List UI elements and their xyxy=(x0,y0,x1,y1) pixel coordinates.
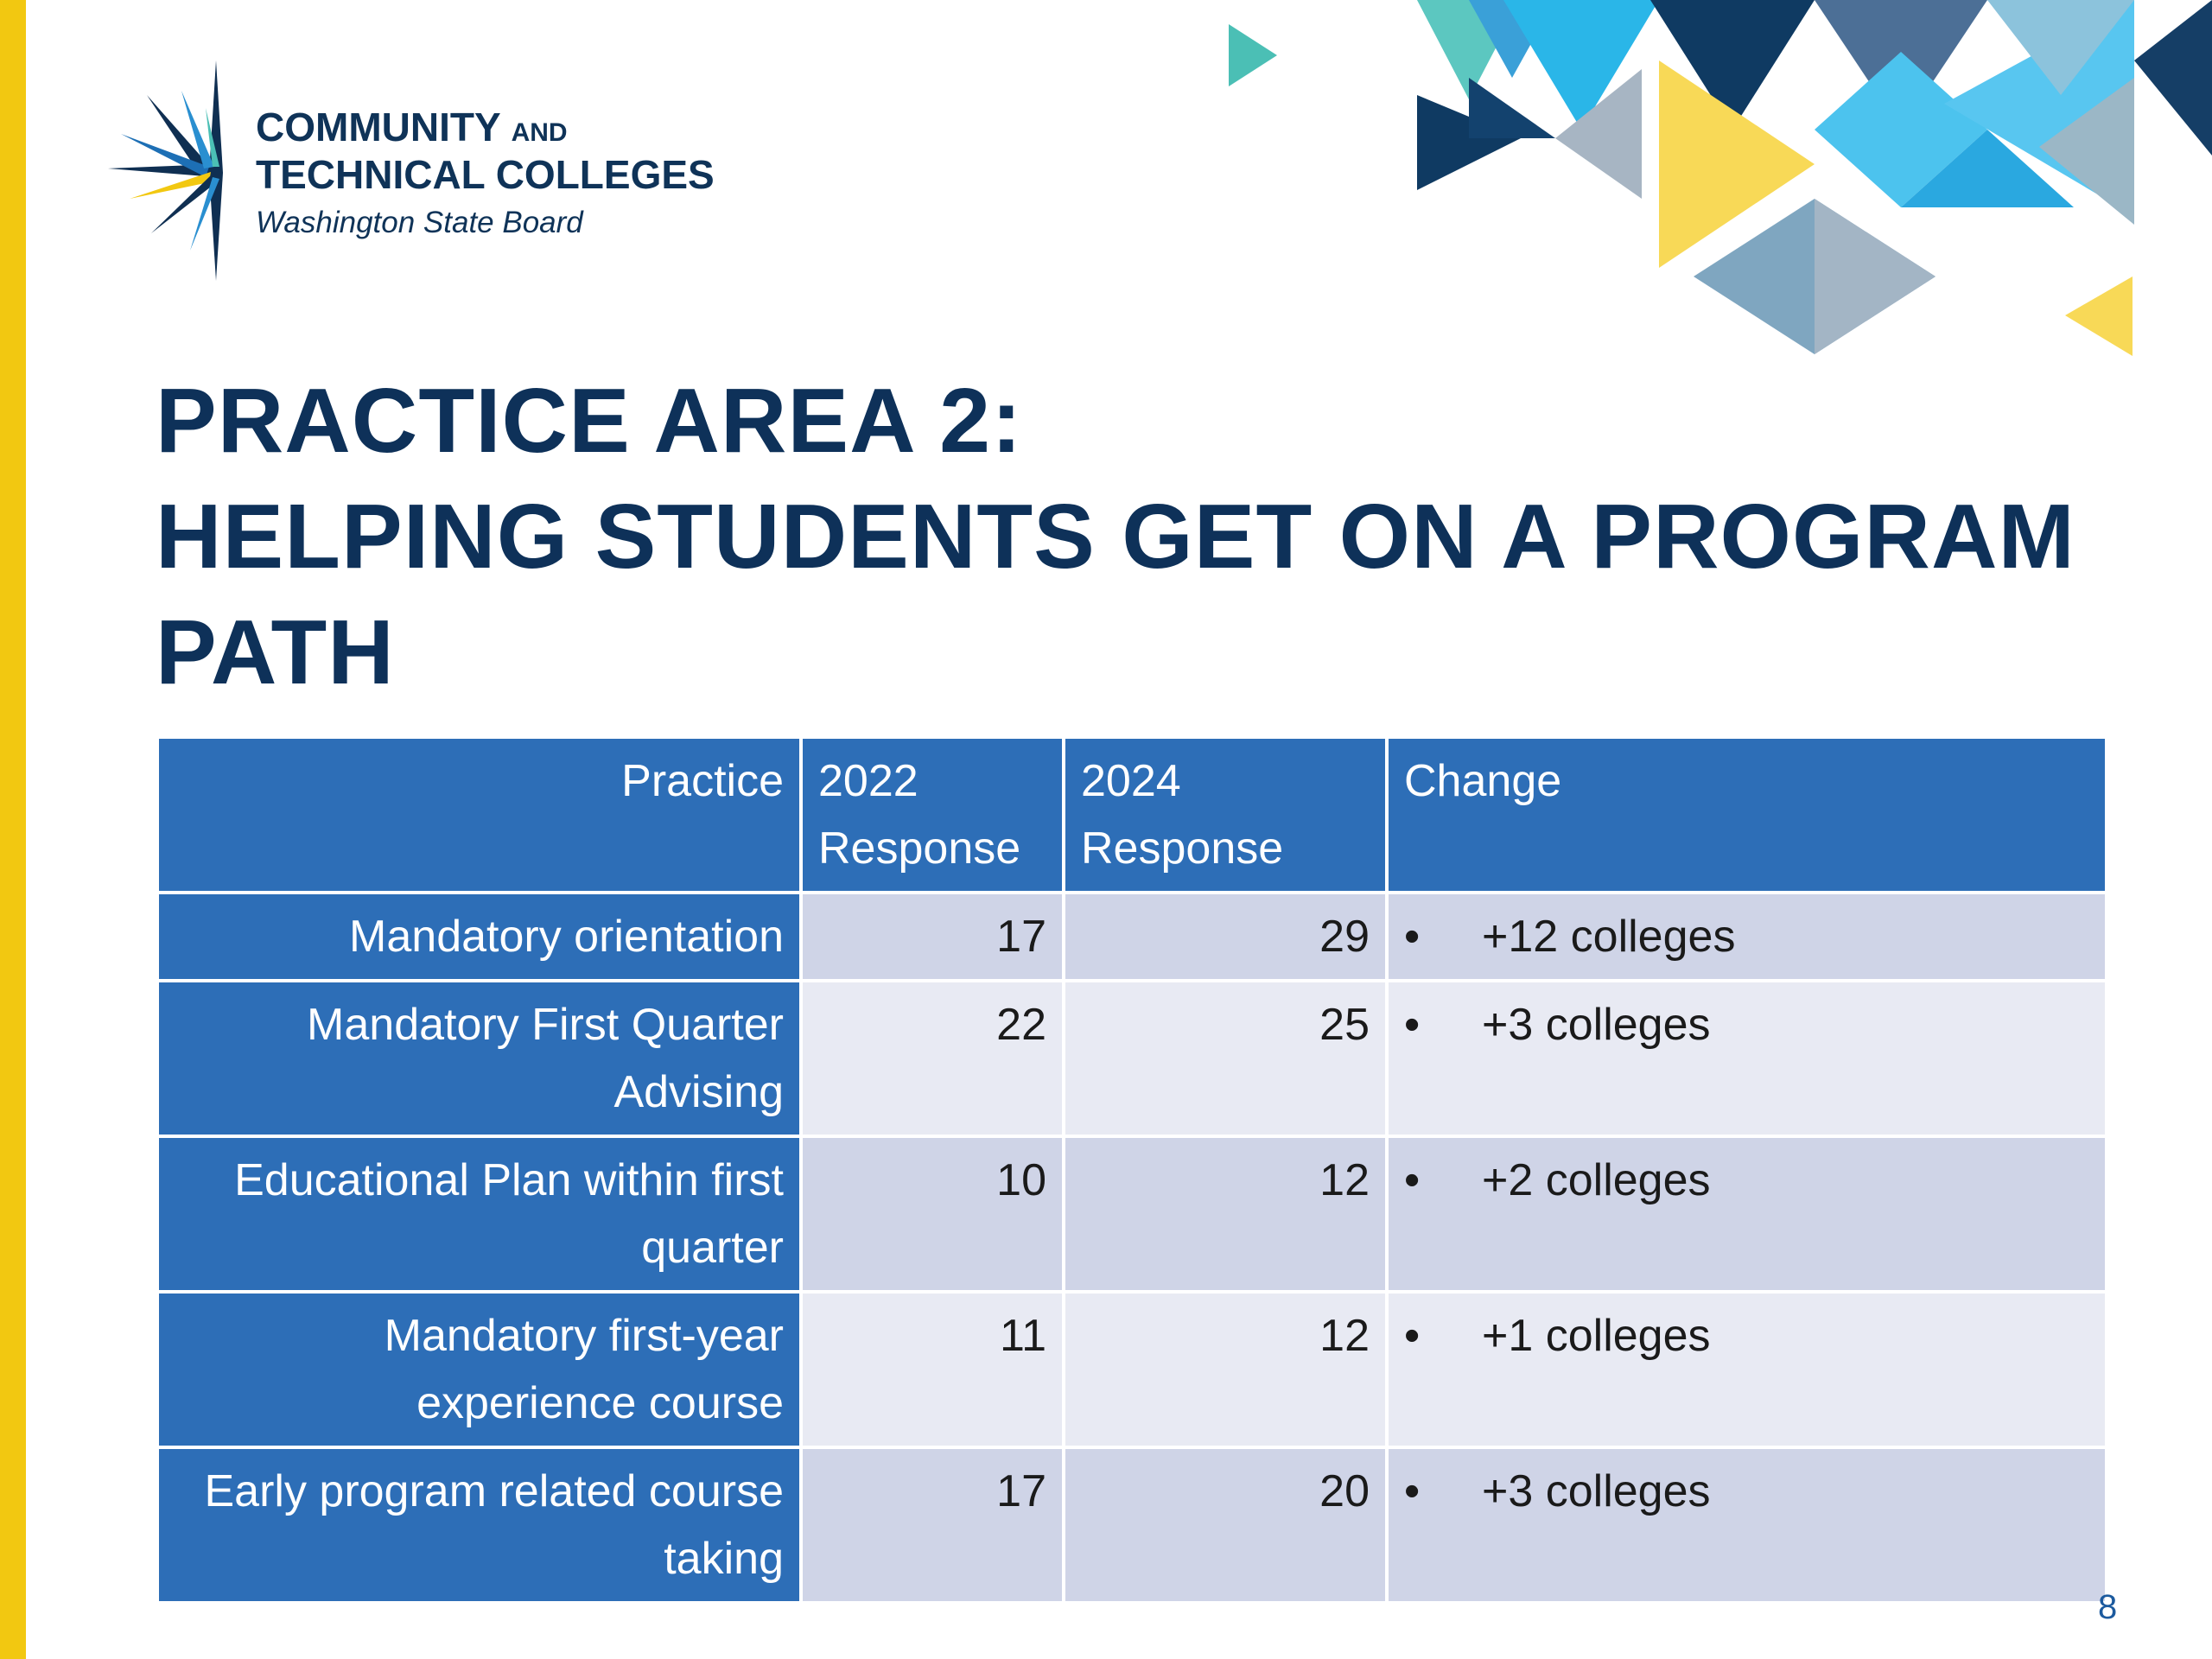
response-2024-cell: 25 xyxy=(1065,982,1385,1135)
page-number: 8 xyxy=(2098,1588,2118,1626)
change-cell xyxy=(1389,894,2105,979)
practice-cell: Mandatory orientation xyxy=(159,894,799,979)
change-text: +3 colleges xyxy=(1482,1000,1711,1050)
practice-table xyxy=(156,735,2108,1605)
header-practice: Practice xyxy=(159,739,799,891)
response-2022-cell: 22 xyxy=(803,982,1062,1135)
logo-line2: TECHNICAL COLLEGES xyxy=(256,152,715,197)
practice-cell: Mandatory First Quarter Advising xyxy=(159,982,799,1135)
change-cell xyxy=(1389,1449,2105,1601)
bullet-icon: • xyxy=(1404,912,1421,962)
table-header-row xyxy=(159,739,2105,891)
table-row xyxy=(159,982,2105,1135)
title-line2: HELPING STUDENTS GET ON A PROGRAM xyxy=(156,486,2075,588)
practice-cell: Mandatory first-year experience course xyxy=(159,1294,799,1446)
practice-cell: Educational Plan within first quarter xyxy=(159,1138,799,1290)
title-line3: PATH xyxy=(156,601,395,703)
logo-and: AND xyxy=(511,118,568,147)
change-text: +1 colleges xyxy=(1482,1311,1711,1361)
bullet-icon: • xyxy=(1404,1155,1421,1205)
change-text: +2 colleges xyxy=(1482,1155,1711,1205)
table-row xyxy=(159,1449,2105,1601)
change-cell xyxy=(1389,982,2105,1135)
response-2022-cell: 17 xyxy=(803,894,1062,979)
bullet-icon: • xyxy=(1404,1000,1421,1050)
change-cell xyxy=(1389,1138,2105,1290)
bullet-icon: • xyxy=(1404,1466,1421,1516)
header-change: Change xyxy=(1389,739,2105,891)
header-2024: 2024 Response xyxy=(1065,739,1385,891)
response-2022-cell: 11 xyxy=(803,1294,1062,1446)
slide-title xyxy=(156,363,2108,710)
bullet-icon: • xyxy=(1404,1311,1421,1361)
response-2022-cell: 17 xyxy=(803,1449,1062,1601)
title-line1: PRACTICE AREA 2: xyxy=(156,370,1023,472)
header-2022: 2022 Response xyxy=(803,739,1062,891)
sbctc-logo xyxy=(104,56,743,289)
table-row xyxy=(159,1294,2105,1446)
response-2024-cell: 12 xyxy=(1065,1138,1385,1290)
table-row xyxy=(159,1138,2105,1290)
logo-star-icon xyxy=(104,56,233,289)
response-2024-cell: 12 xyxy=(1065,1294,1385,1446)
response-2024-cell: 20 xyxy=(1065,1449,1385,1601)
response-2024-cell: 29 xyxy=(1065,894,1385,979)
change-text: +3 colleges xyxy=(1482,1466,1711,1516)
logo-line1: COMMUNITY xyxy=(256,105,500,149)
change-cell xyxy=(1389,1294,2105,1446)
response-2022-cell: 10 xyxy=(803,1138,1062,1290)
practice-cell: Early program related course taking xyxy=(159,1449,799,1601)
change-text: +12 colleges xyxy=(1482,912,1736,962)
table-row xyxy=(159,894,2105,979)
logo-subtitle: Washington State Board xyxy=(256,206,583,239)
